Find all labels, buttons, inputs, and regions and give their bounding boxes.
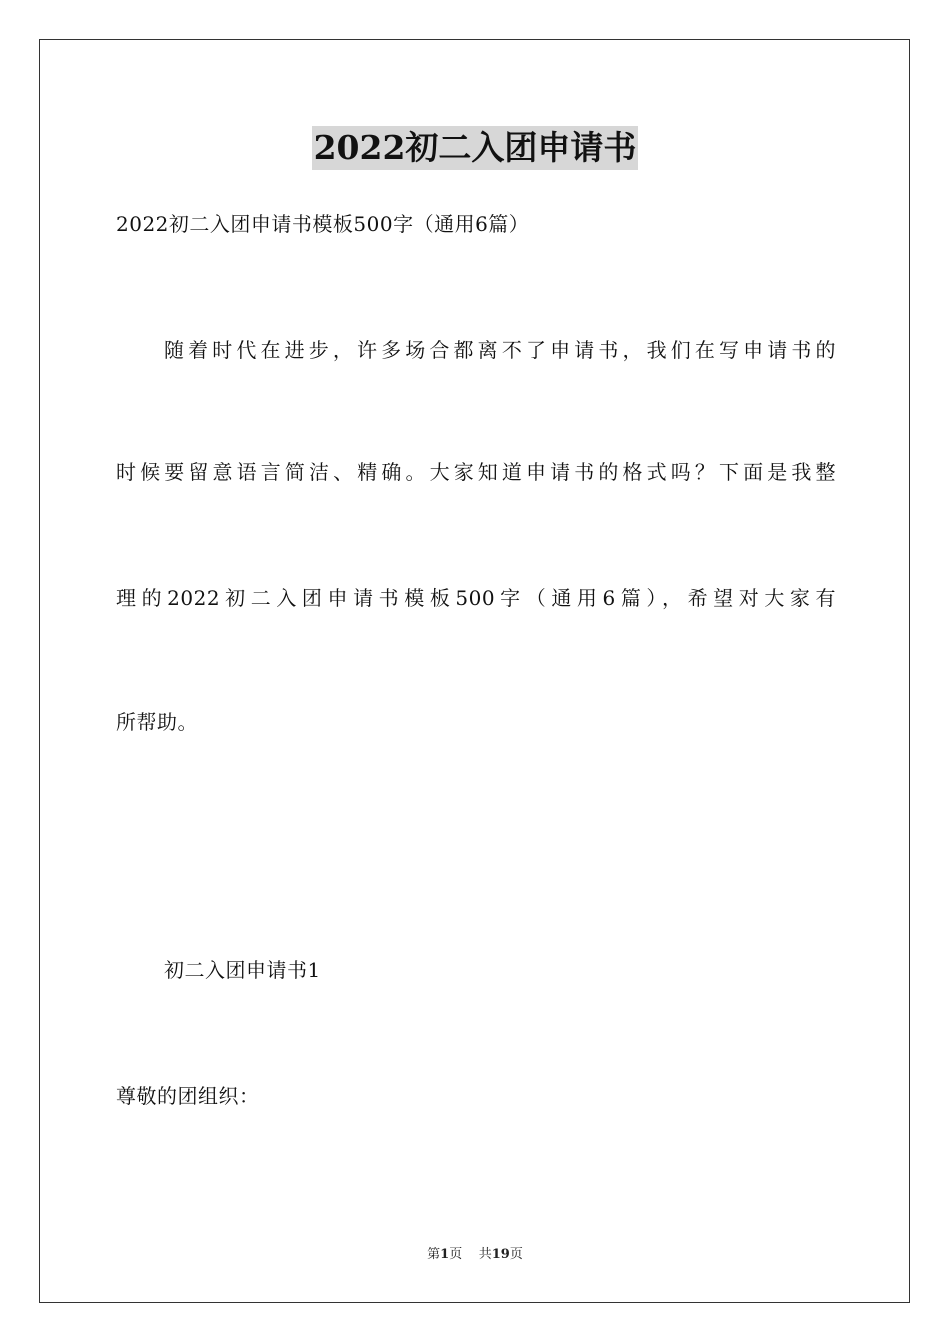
footer-total-suffix: 页 bbox=[509, 1247, 523, 1262]
footer-page-number: 1 bbox=[440, 1247, 450, 1262]
intro-line-3: 理的2022初二入团申请书模板500字（通用6篇），希望对大家有 bbox=[116, 586, 836, 610]
page-footer bbox=[0, 1245, 950, 1265]
document-subtitle: 2022初二入团申请书模板500字（通用6篇） bbox=[116, 212, 530, 236]
document-title bbox=[0, 126, 950, 170]
intro-line-4: 所帮助。 bbox=[116, 710, 198, 734]
intro-line-2: 时候要留意语言简洁、精确。大家知道申请书的格式吗？下面是我整 bbox=[116, 460, 836, 484]
salutation: 尊敬的团组织： bbox=[116, 1084, 260, 1108]
footer-total-pages: 19 bbox=[491, 1247, 510, 1262]
document-title-text: 2022初二入团申请书 bbox=[312, 126, 639, 170]
intro-line-1: 随着时代在进步，许多场合都离不了申请书，我们在写申请书的 bbox=[164, 338, 836, 362]
section-heading: 初二入团申请书1 bbox=[164, 958, 321, 982]
footer-total-prefix: 共 bbox=[478, 1247, 492, 1262]
footer-page-suffix: 页 bbox=[449, 1247, 463, 1262]
footer-prefix: 第 bbox=[427, 1247, 441, 1262]
